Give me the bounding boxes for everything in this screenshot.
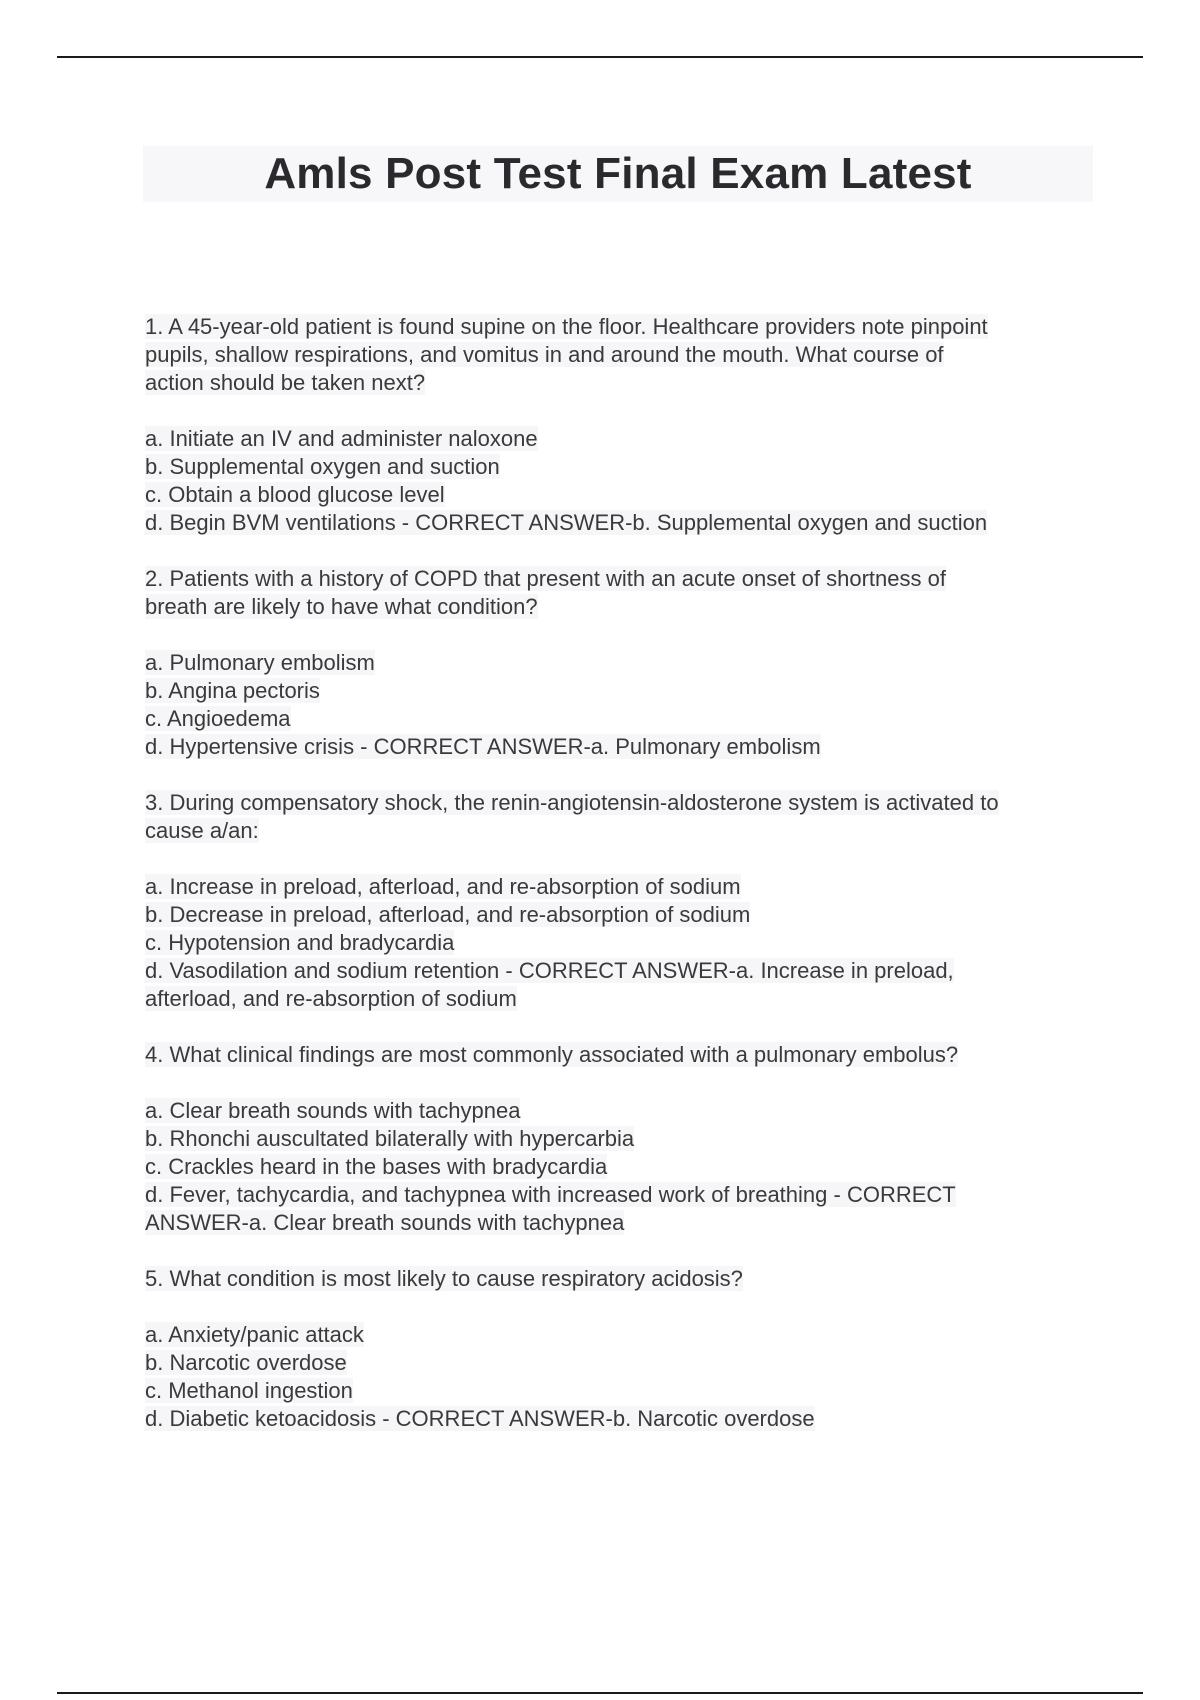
question-line: pupils, shallow respirations, and vomitus in and around the mouth. What course of xyxy=(145,342,944,367)
answer-option: c. Methanol ingestion xyxy=(145,1378,353,1403)
answer-option: d. Diabetic ketoacidosis - CORRECT ANSWER-b. Narcotic overdose xyxy=(145,1406,815,1431)
answer-option: c. Crackles heard in the bases with bradycardia xyxy=(145,1154,608,1179)
answer-option: b. Angina pectoris xyxy=(145,678,320,703)
title-band xyxy=(143,146,1093,202)
answer-options xyxy=(145,425,1095,537)
question-text xyxy=(145,1041,1095,1069)
answer-option: a. Increase in preload, afterload, and re-absorption of sodium xyxy=(145,874,741,899)
page-title: Amls Post Test Final Exam Latest xyxy=(264,149,972,198)
document-body xyxy=(145,313,1095,1461)
answer-option: c. Angioedema xyxy=(145,706,291,731)
answer-option: c. Hypotension and bradycardia xyxy=(145,930,455,955)
question-text xyxy=(145,789,1095,845)
answer-option: a. Clear breath sounds with tachypnea xyxy=(145,1098,521,1123)
answer-options xyxy=(145,1097,1095,1237)
question-line: cause a/an: xyxy=(145,818,259,843)
question-line: 2. Patients with a history of COPD that present with an acute onset of shortness of xyxy=(145,566,946,591)
question-line: 1. A 45-year-old patient is found supine on the floor. Healthcare providers note pinpoint xyxy=(145,314,988,339)
answer-option: afterload, and re-absorption of sodium xyxy=(145,986,517,1011)
question-block xyxy=(145,1041,1095,1237)
question-block xyxy=(145,565,1095,761)
question-block xyxy=(145,313,1095,537)
answer-option: ANSWER-a. Clear breath sounds with tachypnea xyxy=(145,1210,625,1235)
question-text xyxy=(145,565,1095,621)
question-line: 3. During compensatory shock, the renin-angiotensin-aldosterone system is activated to xyxy=(145,790,999,815)
answer-option: d. Fever, tachycardia, and tachypnea with increased work of breathing - CORRECT xyxy=(145,1182,956,1207)
answer-option: d. Hypertensive crisis - CORRECT ANSWER-a. Pulmonary embolism xyxy=(145,734,821,759)
answer-option: b. Rhonchi auscultated bilaterally with hypercarbia xyxy=(145,1126,635,1151)
question-line: 5. What condition is most likely to cause respiratory acidosis? xyxy=(145,1266,743,1291)
answer-option: d. Vasodilation and sodium retention - CORRECT ANSWER-a. Increase in preload, xyxy=(145,958,954,983)
answer-option: a. Pulmonary embolism xyxy=(145,650,375,675)
answer-option: d. Begin BVM ventilations - CORRECT ANSWER-b. Supplemental oxygen and suction xyxy=(145,510,988,535)
answer-option: a. Initiate an IV and administer naloxone xyxy=(145,426,538,451)
answer-option: b. Supplemental oxygen and suction xyxy=(145,454,500,479)
question-text xyxy=(145,313,1095,397)
bottom-rule xyxy=(57,1692,1143,1694)
question-block xyxy=(145,789,1095,1013)
question-block xyxy=(145,1265,1095,1433)
answer-options xyxy=(145,1321,1095,1433)
question-line: 4. What clinical findings are most commonly associated with a pulmonary embolus? xyxy=(145,1042,959,1067)
answer-options xyxy=(145,649,1095,761)
question-text xyxy=(145,1265,1095,1293)
question-line: action should be taken next? xyxy=(145,370,426,395)
answer-option: b. Decrease in preload, afterload, and re-absorption of sodium xyxy=(145,902,751,927)
answer-option: a. Anxiety/panic attack xyxy=(145,1322,364,1347)
answer-option: b. Narcotic overdose xyxy=(145,1350,347,1375)
question-line: breath are likely to have what condition? xyxy=(145,594,538,619)
answer-option: c. Obtain a blood glucose level xyxy=(145,482,445,507)
answer-options xyxy=(145,873,1095,1013)
top-rule xyxy=(57,56,1143,58)
